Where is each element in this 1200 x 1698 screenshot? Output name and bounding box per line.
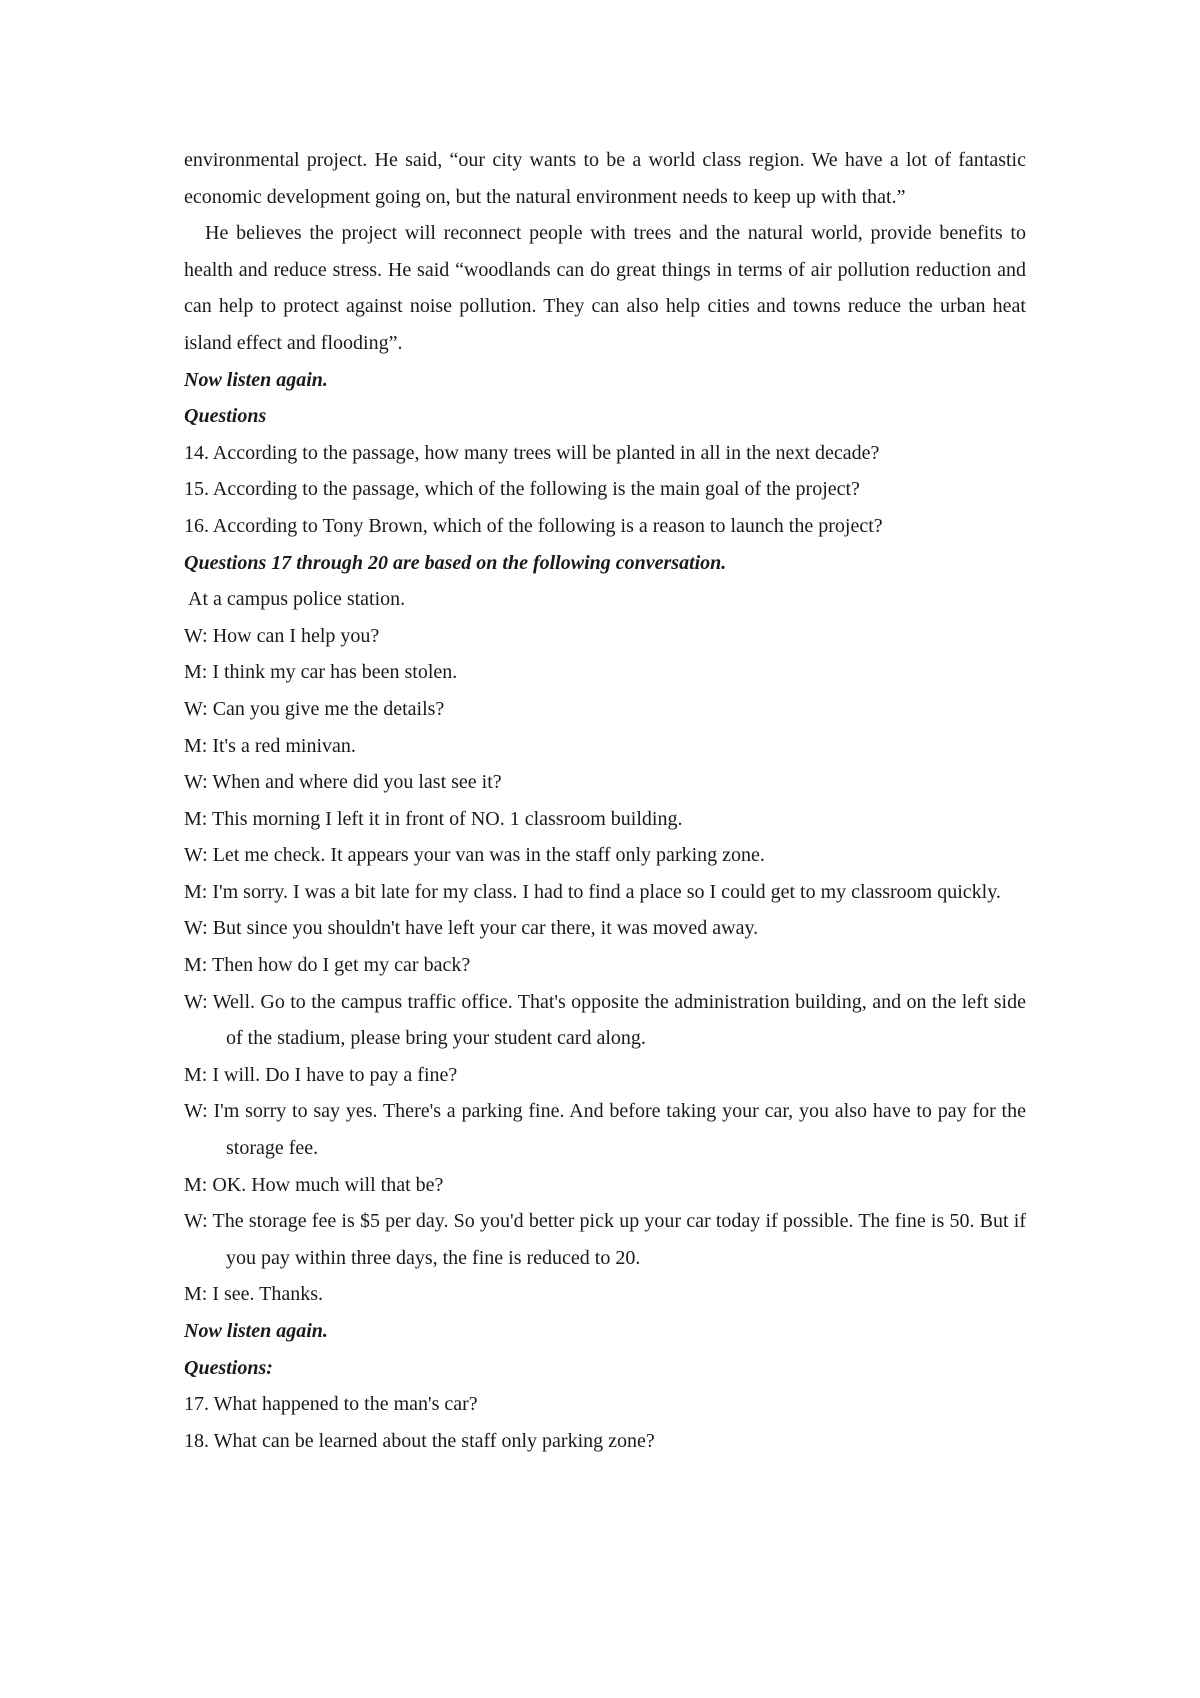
- document-page: [184, 142, 1026, 1459]
- listen-again-instruction-2: Now listen again.: [184, 1320, 328, 1342]
- listen-again-instruction-1: Now listen again.: [184, 368, 328, 391]
- question-15: 15. According to the passage, which of the following is the main goal of the project?: [184, 478, 860, 501]
- dialogue-line: W: Well. Go to the campus traffic office. That's opposite the administration building, and on the left side of the stadium, please bring your student card along.: [184, 990, 1026, 1050]
- dialogue-line: W: Let me check. It appears your van was in the staff only parking zone.: [184, 844, 765, 867]
- question-14: 14. According to the passage, how many trees will be planted in all in the next decade?: [184, 441, 880, 464]
- dialogue-line: M: OK. How much will that be?: [184, 1173, 444, 1196]
- dialogue-line: M: I see. Thanks.: [184, 1283, 324, 1306]
- questions-heading-1: Questions: [184, 405, 267, 428]
- dialogue-line: W: The storage fee is $5 per day. So you'd better pick up your car today if possible. The fine is 50. But if you pay within three days, the fine is reduced to 20.: [184, 1210, 1026, 1269]
- dialogue-line: M: I think my car has been stolen.: [184, 661, 458, 684]
- dialogue-line: W: I'm sorry to say yes. There's a parking fine. And before taking your car, you also have to pay for the storage fee.: [184, 1100, 1026, 1160]
- dialogue-line: M: I'm sorry. I was a bit late for my class. I had to find a place so I could get to my classroom quickly.: [184, 880, 1001, 903]
- conversation-setting: At a campus police station.: [188, 588, 406, 611]
- dialogue-line: W: Can you give me the details?: [184, 697, 445, 720]
- question-18: 18. What can be learned about the staff only parking zone?: [184, 1429, 655, 1452]
- questions-heading-2: Questions:: [184, 1356, 273, 1379]
- dialogue-line: W: How can I help you?: [184, 624, 380, 647]
- dialogue-line: M: It's a red minivan.: [184, 734, 356, 757]
- dialogue-line: M: I will. Do I have to pay a fine?: [184, 1063, 458, 1086]
- dialogue-line: W: But since you shouldn't have left your car there, it was moved away.: [184, 917, 759, 940]
- dialogue-line: M: Then how do I get my car back?: [184, 954, 471, 977]
- question-16: 16. According to Tony Brown, which of the following is a reason to launch the project?: [184, 514, 883, 537]
- passage-paragraph-2: He believes the project will reconnect people with trees and the natural world, provide benefits to health and reduce stress. He said “woodlands can do great things in terms of air pollution reduction and can help to protect against noise pollution. They can also help cities and towns reduce the urban heat island effect and flooding”.: [184, 222, 1026, 354]
- passage-paragraph-1: environmental project. He said, “our city wants to be a world class region. We have a lot of fantastic economic development going on, but the natural environment needs to keep up with that.”: [184, 149, 1026, 208]
- question-17: 17. What happened to the man's car?: [184, 1393, 478, 1416]
- dialogue-line: M: This morning I left it in front of NO. 1 classroom building.: [184, 807, 683, 830]
- conversation-heading: Questions 17 through 20 are based on the following conversation.: [184, 551, 727, 574]
- dialogue-line: W: When and where did you last see it?: [184, 771, 502, 794]
